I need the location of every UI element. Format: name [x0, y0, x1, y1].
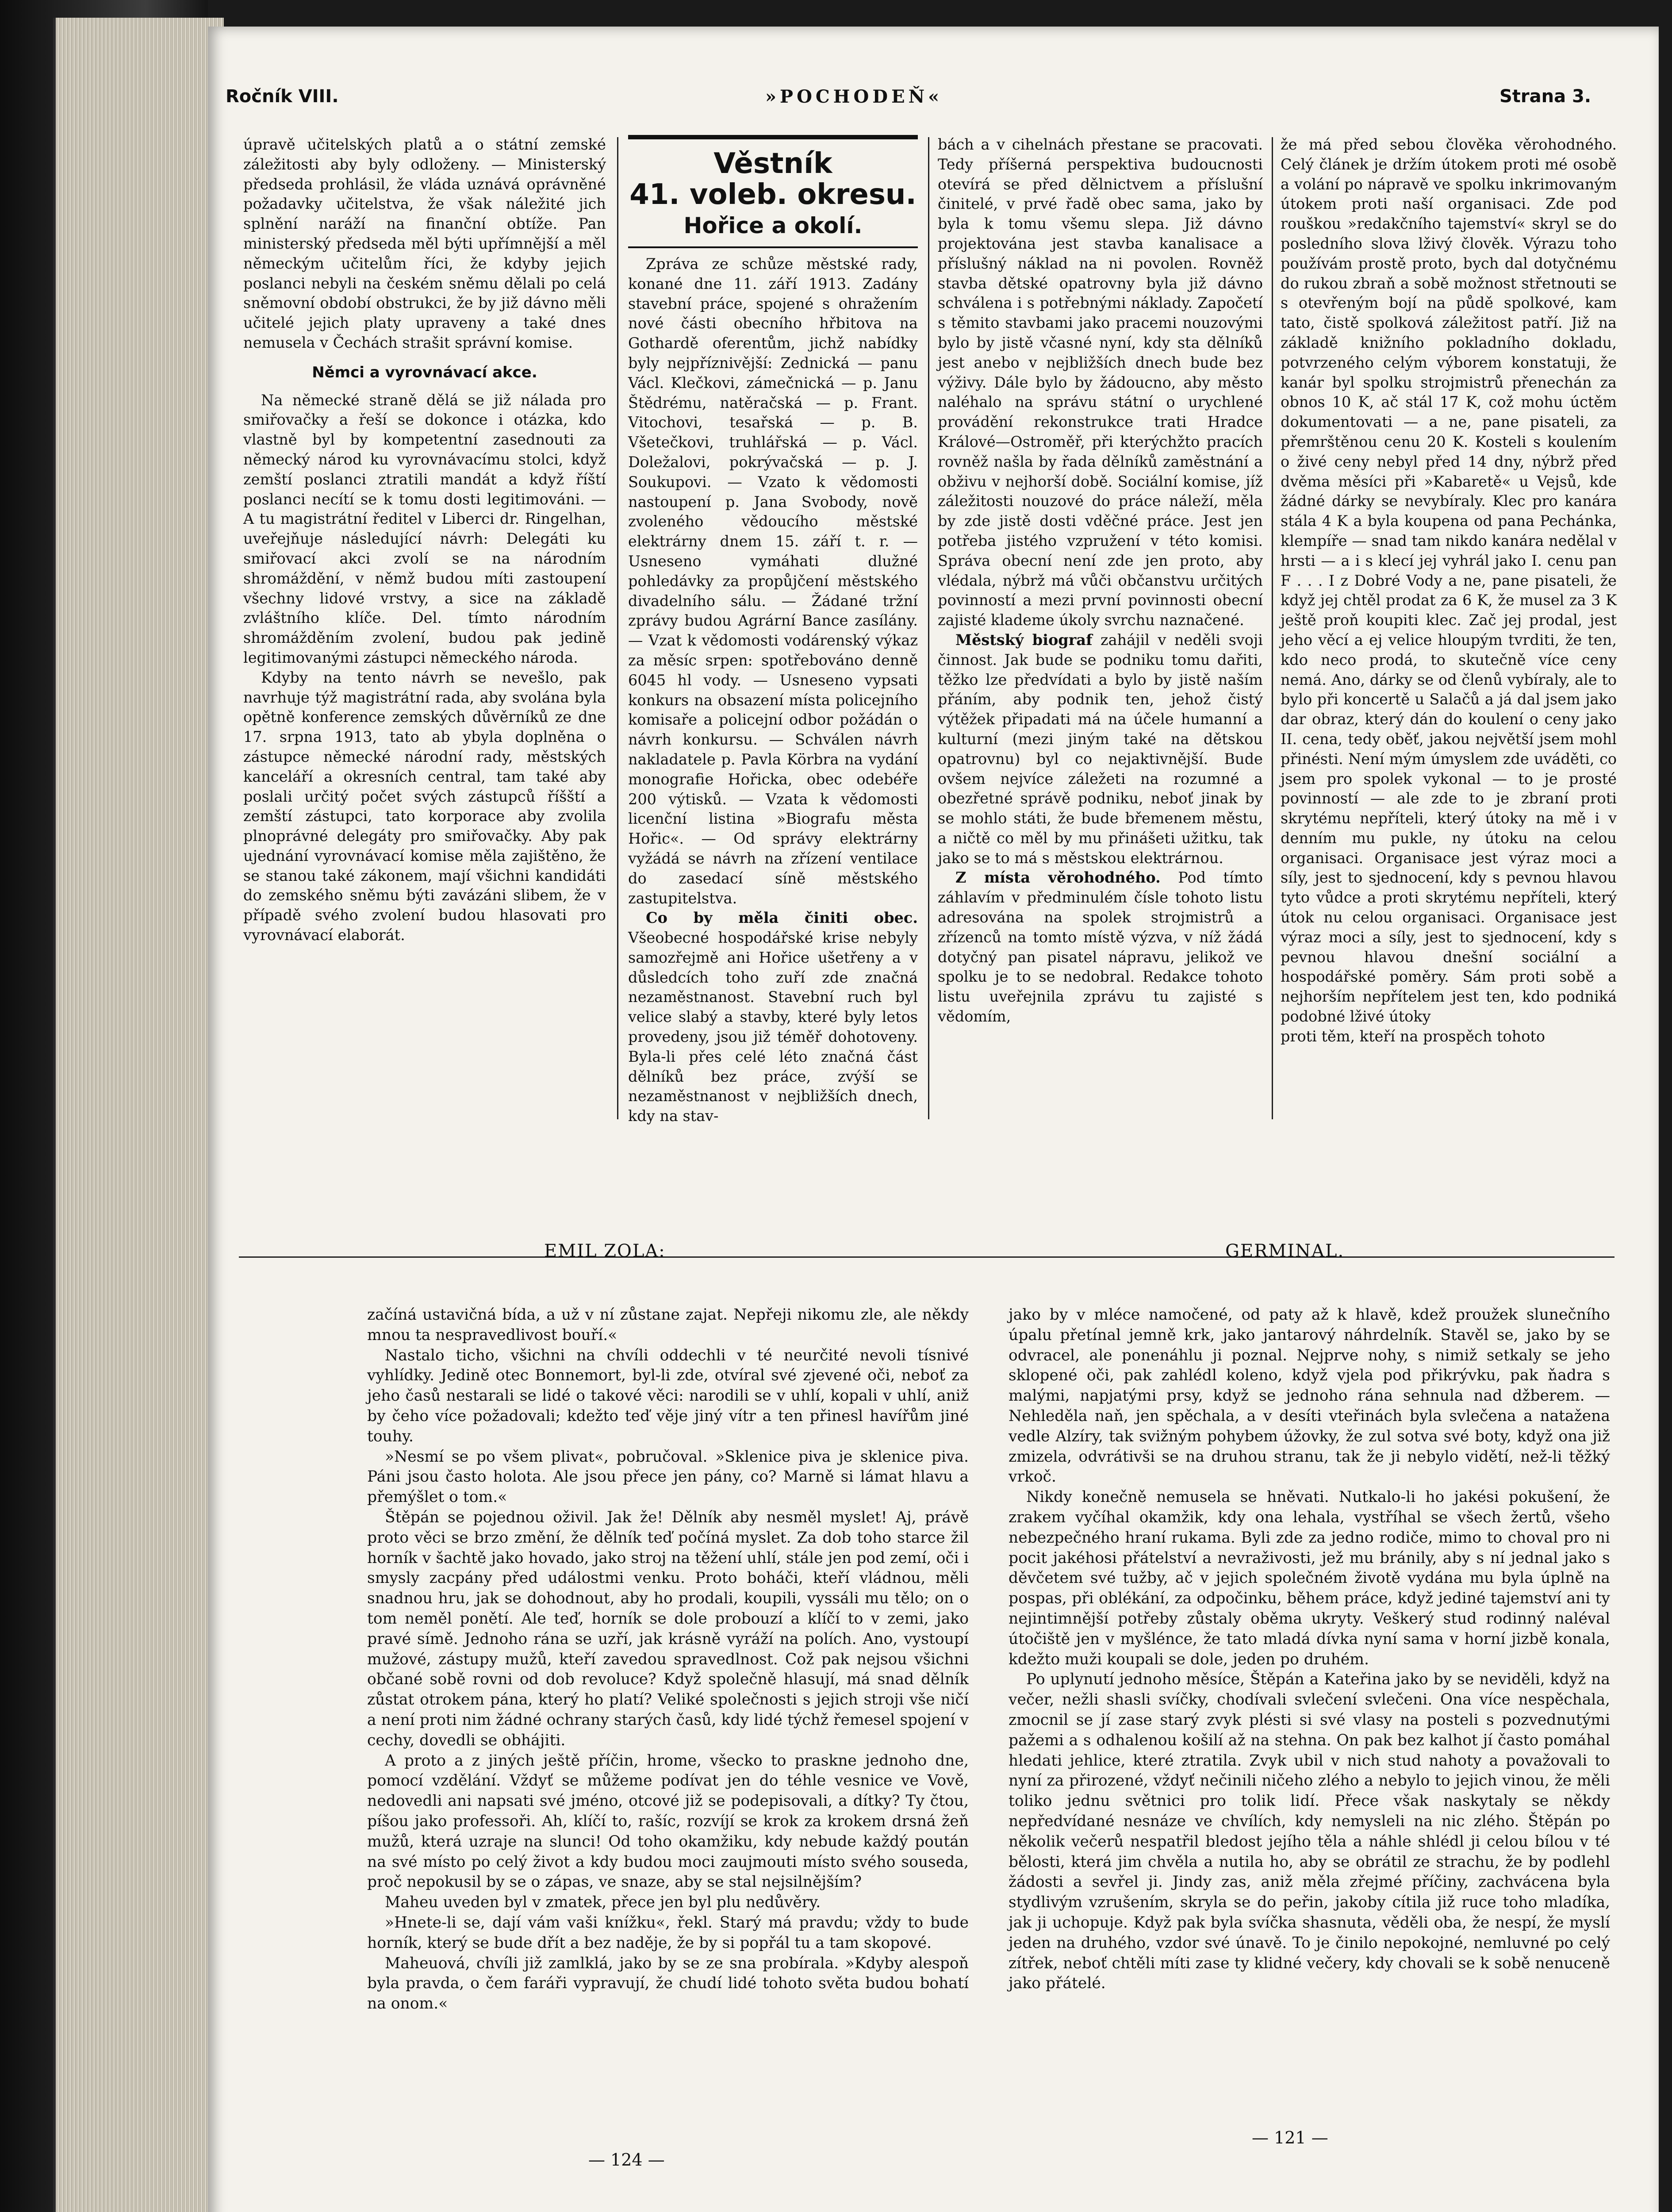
section-rule — [239, 1256, 1614, 1258]
paragraph: Pod tímto záhlavím v předminulém čísle tohoto listu adresována na spolek strojmistrů a zřízenců na tomto místě výzva, v níž žádá dotyčný pan pisatel nápravu, jelikož ve spolku je to se nedobral. Redakce tohoto listu uveřejnila zprávu tu zajisté s vědomím, — [938, 869, 1263, 1025]
section-heading: Němci a vyrovnávací akce. — [312, 363, 537, 381]
serial-left-page — [367, 1305, 969, 2014]
newspaper-page — [208, 27, 1659, 2212]
lead-in: Městský biograf — [955, 631, 1093, 649]
paragraph: Maheu uveden byl v zmatek, přece jen byl plu nedůvěry. — [385, 1893, 821, 1912]
masthead-rule — [628, 135, 918, 139]
masthead-rule — [628, 246, 918, 248]
paragraph: že má před sebou člověka věrohodného. Celý článek je držím útokem proti mé osobě a volání po nápravě ve spolku inkrimovaným útokem proti naší organisaci. Zde pod rouškou »redakčního tajemství« skryl se do posledního slova lživý člověk. Výrazu toho používám prostě proto, bych dal dotyčnému do rukou zbraň a sobě možnost střetnouti se s otevřeným bojí na půdě spolkové, kam tato, čistě spolková záležitost patří. Již na základě knižního pokladního dokladu, potvrzeného celým výborem konstatuji, že kanár byl spolku strojmistrů přenechán za obnos 10 K, ač stál 17 K, což mohu úctěm dokumentovati — a ne, pane pisateli, za přemrštěnou cenu 20 K. Kosteli s koulením o živé ceny nebyl před 14 dny, nýbrž před dvěma měsíci při »Kabaretě« u Vejsů, kde žádné dárky se nevybíraly. Klec pro kanára stála 4 K a byla koupena od pana Pechánka, klempíře — snad tam nikdo kanára nedělal v hrsti — a i s klecí jej vyhrál jako I. cenu pan F . . . I z Dobré Vody a ne, pane pisateli, že když jej chtěl prodat za 6 K, že musel za 3 K ještě proň koupiti klec. Zač jej prodal, jest jeho věcí a ej velice hloupým tvrditi, že ten, kdo neco prodá, to skutečně více ceny nemá. Ano, dárky se od členů vybíraly, ale to bylo při koncertě u Salačů a já dal jsem jako dar obraz, který dán do koulení o ceny jako II. cena, tedy oběť, jakou největší jsem mohl přinésti. Není mým úmyslem zde uváděti, co jsem pro spolek vykonal — to je prosté povinností — ale zde to je zbraní proti skrytému nepříteli, který útoky na mě i v denním mu pukle, ny útoku na celou organisaci. Organisace jest výraz moci a síly, jest to sjednocení, kdy s pevnou hlavou tyto vůdce a proti skrytému nepříteli, který útok nu celou organisaci. Organisace jest výraz moci a síly, jest to sjednocení, kdy s pevnou hlavou dnešní sociální a hospodářské poměry. Sám proti sobě a nejhorším nepřítelem jest ten, kdo podniká podobné lživé útoky — [1281, 136, 1617, 1025]
column-4 — [1281, 135, 1617, 1047]
serial-author: EMIL ZOLA: — [544, 1241, 666, 1261]
serial-page-number: — 121 — — [1252, 2128, 1328, 2147]
paragraph: Štěpán se pojednou oživil. Jak že! Dělník aby nesměl myslet! Aj, právě proto věci se brzo změní, že dělník teď počíná myslet. Za dob toho starce žil horník v šachtě jako hovado, jako stroj na těžení uhlí, stále jen pod zemí, oči i smysly zacpány před událostmi venku. Proto boháči, kteří vládnou, měli snadnou hru, jak se dohodnout, aby ho prodali, koupili, vyssáli mu tělo; on o tom neměl ponětí. Ale teď, horník se dole probouzí a klíčí to v zemi, jako pravé símě. Jednoho rána se uzří, jak krásně vyráží na polích. Ano, vystoupí mužové, zástupy mužů, kteří zavedou spravedlnost. Což pak nejsou všichni občané sobě rovni od dob revoluce? Když společně hlasují, má snad dělník zůstat otrokem pána, který ho platí? Veliké společnosti s jejich stroji vše ničí a není proti nim žádné ochrany starých časů, kdy lidé týchž řemesel spojení v cechy, dovedli se obhájiti. — [367, 1508, 969, 1749]
column-3 — [938, 135, 1263, 1027]
header-page-number: Strana 3. — [1499, 86, 1591, 107]
serial-right-page — [1009, 1305, 1610, 1994]
paragraph: Po uplynutí jednoho měsíce, Štěpán a Kateřina jako by se neviděli, když na večer, nežli shasli svíčky, chodívali svlečení svlečeni. Ona více nespěchala, zmocnil se jí zase starý zvyk plésti si své vlasy na posteli s pozvednutými pažemi a s odhalenou košilí až na stehna. On pak bez kalhot jí často pomáhal hledati jehlice, které ztratila. Zvyk ubil v nich stud nahoty a považovali to nyní za přirozené, vždyť nečinili ničeho zlého a nebylo to jejich vinou, že měli toliko jednu světnici pro tolik lidí. Přece však naskytaly se někdy nepředvídané nesnáze ve chvílích, kdy nemysleli na nic zlého. Štěpán po několik večerů nespatřil bledost jejího těla a náhle shlédl ji celou bílou v té bělosti, která jim chvěla a nutila ho, aby se obrátil ze strachu, že by podlehl žádosti a sevřel ji. Jindy zas, aniž měla zřejmé příčiny, zachvácena byla stydlivým vzrušením, skryla se do peřin, jakoby cítila již ruce toho mladíka, jak ji uchopuje. Když pak byla svíčka shasnuta, věděli oba, že nespí, že myslí jeden na druhého, vzdor své únavě. To je činilo nepokojné, nemluvné po celý zítřek, neboť chtěli míti zase ty klidné večery, kdy chovali se k sobě nenuceně jako přátelé. — [1009, 1671, 1610, 1993]
serial-page-number: — 124 — — [588, 2150, 665, 2170]
paragraph: Nikdy konečně nemusela se hněvati. Nutkalo-li ho jakési pokušení, že zrakem vyčíhal okamžik, kdy ona lehala, vystříhal se všech žertů, všeho nebezpečného hraní rukama. Byli zde za jedno rodiče, mimo to choval pro ni pocit jakéhosi přátelství a nevraživosti, jež mu bránily, aby s ní jednal jako s děvčetem své tužby, ač v jejich společném životě vydána mu byla úplně na pospas, při oblékání, za odpočinku, během práce, když jediné tajemství ani ty nejintimnější potřeby zůstaly oběma ukryty. Veškerý stud rodinný naléval útočiště jen v myšlénce, že tato mladá dívka nyní sama v horní jizbě konala, kdežto muži koupali se dole, jeden po druhém. — [1009, 1488, 1610, 1668]
paragraph: Všeobecné hospodářské krise nebyly samozřejmě ani Hořice ušetřeny a v důsledcích toho zuří zde značná nezaměstnanost. Stavební ruch byl velice slabý a stavby, které byly letos provedeny, jsou již téměř dohotoveny. Byla-li přes celé léto značná část dělníků bez práce, zvýší se nezaměstnanost v nejbližších dnech, kdy na stav- — [628, 929, 918, 1125]
header-masthead: »POCHODEŇ« — [765, 86, 943, 107]
serial-title: GERMINAL. — [1225, 1241, 1345, 1261]
paragraph: zahájil v neděli svoji činnost. Jak bude se podniku tomu dařiti, těžko lze předvídati a bylo by jistě naším přáním, aby podnik ten, jehož čistý výtěžek připadati má na účele humanní a kulturní (mezi jiným také na dětskou opatrovnu) byl co nejaktivnější. Bude ovšem nejvíce záležeti na rozumné a obezřetné správě podniku, neboť jinak by se mohlo státi, že bude břemenem městu, a ničtě co měl by mu přinášeti užitku, tak jako se to má s městskou elektrárnou. — [938, 631, 1263, 867]
paragraph: bách a v cihelnách přestane se pracovati. Tedy příšerná perspektiva budoucnosti otevírá se před dělnictvem a příslušní činitelé, v prvé řadě obec sama, jako by byla k tomu všemu slepa. Již dávno projektována jest stavba kanalisace a příslušný náklad na ni povolen. Rovněž stavba dětské opatrovny byla již dávno schválena i s potřebnými náklady. Započetí s těmito stavbami jako pracemi nouzovými bylo by jistě včasné nyní, kdy sta dělníků jest anebo v nejbližších dnech bude bez výživy. Dále bylo by žádoucno, aby město naléhalo na správu státní o urychlené provádění rekonstrukce trati Hradce Králové—Ostroměř, při kterýchžto pracích rovněž našla by řada dělníků zaměstnání a obživu v nejhorší době. Sociální komise, jíž záležitosti nouzové do práce náleží, měla by zde jistě dosti vděčné práce. Jest jen potřeba jistého vzpružení v této komisi. Správa obecní není zde jen proto, aby vlédala, nýbrž má vůči občanstvu určitých povinností a mezi první povinnosti obecní zajisté klademe úkoly svrchu naznačené. — [938, 136, 1263, 629]
header-volume: Ročník VIII. — [226, 86, 339, 107]
paragraph: proti těm, kteří na prospěch tohoto — [1281, 1027, 1545, 1045]
paragraph: začíná ustavičná bída, a už v ní zůstane zajat. Nepřeji nikomu zle, ale někdy mnou ta nespravedlivost bouří.« — [367, 1306, 969, 1344]
lead-in: Co by měla činiti obec. — [646, 909, 918, 927]
column-divider — [928, 137, 929, 1119]
paragraph: úpravě učitelských platů a o státní zemské záležitosti aby byly odloženy. — Ministerský předseda prohlásil, že vláda uznává oprávněné požadavky učitelstva, že však náležité jich splnění naráží na finanční obtíže. Pan ministerský předseda měl býti upřímnější a měl německým učitelům říci, že kdyby jejich poslanci nebyli na českém sněmu dělali po celá sněmovní období obstrukci, že by již dávno měli učitelé jejich platy upraveny a také dnes nemusela v Čechách strašit správní komise. — [243, 136, 606, 351]
paragraph: »Nesmí se po všem plivat«, pobručoval. »Sklenice piva je sklenice piva. Páni jsou často holota. Ale jsou přece jen pány, co? Marně si lámat hlavu a přemýšlet o tom.« — [367, 1448, 969, 1506]
paragraph: jako by v mléce namočené, od paty až k hlavě, kdež proužek slunečního úpalu přetínal jemně krk, jako jantarový náhrdelník. Stavěl se, jako by se odvracel, ale ponenáhlu ji poznal. Nejprve nohy, s nimiž setkaly se jeho sklopené oči, pak zahlédl koleno, když vjela pod přikrývku, pak ňadra s malými, napjatými prsy, když se jednoho rána sehnula nad džberem. — Nehleděla naň, jen spěchala, a v desíti vteřinách byla svlečena a natažena vedle Alzíry, tak svižným pohybem úžovky, že zul sotva své boty, když ona již zmizela, odvrátivši se na druhou stranu, tak že ji nebylo vidětí, než-li těžký vrkoč. — [1009, 1306, 1610, 1486]
page-edges — [53, 18, 224, 2212]
district-title: 41. voleb. okresu. — [629, 178, 917, 211]
paragraph: Kdyby na tento návrh se nevešlo, pak navrhuje týž magistrátní rada, aby svolána byla opětně konference zemských důvěrníků ze dne 17. srpna 1913, tato ab ybyla doplněna o zástupce německé národní rady, městských kanceláří a okresních central, tam také aby poslali určitý počet svých zástupců říšští a zemští zástupci, tato korporace aby zvolila plnoprávné delegáty pro smiřovačky. Aby pak ujednání vyrovnávací komise měla zajištěno, že se stanou také zákonem, mají všichni kandidáti do zemského sněmu býti zavázáni slibem, že v případě svého zvolení budou hlasovati pro vyrovnávací elaborát. — [243, 668, 606, 944]
column-2 — [628, 135, 918, 1126]
paragraph: A proto a z jiných ještě příčin, hrome, všecko to praskne jednoho dne, pomocí vzdělání. Vždyť se můžeme podívat jen do téhle vesnice ve Vově, nedovedli ani napsati své jméno, otcové již se podepisovali, a dítky? Ty čtou, píšou jako professoři. Ah, klíčí to, rašíc, rozvíjí se krok za krokem drsná žeň mužů, která uzraje na slunci! Od toho okamžiku, kdy nebude každý poután na své místo po celý život a kdy budou moci zaujmouti místo svého souseda, proč nepokusil by se o zápas, ve snaze, aby se stal nejsilnějším? — [367, 1751, 969, 1891]
column-divider — [617, 137, 618, 1119]
column-1 — [243, 135, 606, 945]
vestnik-title: Věstník — [713, 147, 832, 180]
paragraph: »Hnete-li se, dají vám vaši knížku«, řekl. Starý má pravdu; vždy to bude horník, který se bude dřít a bez naděje, že by si popřál tu a tam skopové. — [367, 1913, 969, 1952]
paragraph: Nastalo ticho, všichni na chvíli oddechli v té neurčité nevoli tísnivé vyhlídky. Jedině otec Bonnemort, byl-li zde, otvíral své zjevené oči, neboť za jeho časů nestarali se lidé o takové věci: narodili se v uhlí, kopali v uhlí, aniž by čeho více požadovali; kdežto teď věje jiný vítr a ten přinesl havířům jiné touhy. — [367, 1346, 969, 1445]
paragraph: Maheuová, chvíli již zamlklá, jako by se ze sna probírala. »Kdyby alespoň byla pravda, o čem faráři vypravují, že chudí lidé tohoto světa budou bohatí na onom.« — [367, 1954, 969, 2013]
column-divider — [1272, 137, 1273, 1119]
paragraph: Zpráva ze schůze městské rady, konané dne 11. září 1913. Zadány stavební práce, spojené s ohražením nové části obecního hřbitova na Gothardě oferentům, jichž nabídky byly nejpříznivější: Zednická — panu Václ. Klečkovi, zámečnická — p. Janu Štědrému, natěračská — p. Frant. Vitochovi, tesařská — p. B. Všetečkovi, truhlářská — p. Václ. Doležalovi, pokrývačská — p. J. Soukupovi. — Vzato k vědomosti nastoupení p. Jana Svobody, nově zvoleného vědoucího městské elektrárny dnem 15. září t. r. — Usneseno vymáhati dlužné pohledávky za propůjčení městského divadelního sálu. — Žádané tržní zprávy budou Agrární Bance zasílány. — Vzat k vědomosti vodárenský výkaz za měsíc srpen: spotřebováno denně 6045 hl vody. — Usneseno vypsati konkurs na obsazení místa policejního komisaře a policejní odbor požádán o návrh konkursu. — Schválen návrh nakladatele p. Pavla Körbra na vydání monografie Hořicka, obec odebéře 200 výtisků. — Vzata k vědomosti licenční listina »Biografu města Hořic«. — Od správy elektrárny vyžádá se návrh na zřízení ventilace do zasedací síně městského zastupitelstva. — [628, 255, 918, 907]
region-title: Hořice a okolí. — [683, 213, 863, 238]
paragraph: Na německé straně dělá se již nálada pro smiřovačky a řeší se dokonce i otázka, kdo vlastně byl by kompetentní zasednouti za německý národ ku vyrovnávacímu stolci, když zemští poslanci ztratili mandát a když říští poslanci necítí se k tomu dosti legitimováni. — A tu magistrátní ředitel v Liberci dr. Ringelhan, uveřejňuje následující návrh: Delegáti ku smiřovací akci zvolí se na národním shromáždění, v němž budou míti zastoupení všechny lidové vrstvy, a sice na základě zvláštního klíče. Del. tímto národním shromážděním zvolení, budou pak jedině legitimovanými zástupci německého národa. — [243, 391, 606, 666]
lead-in: Z místa věrohodného. — [955, 869, 1161, 887]
